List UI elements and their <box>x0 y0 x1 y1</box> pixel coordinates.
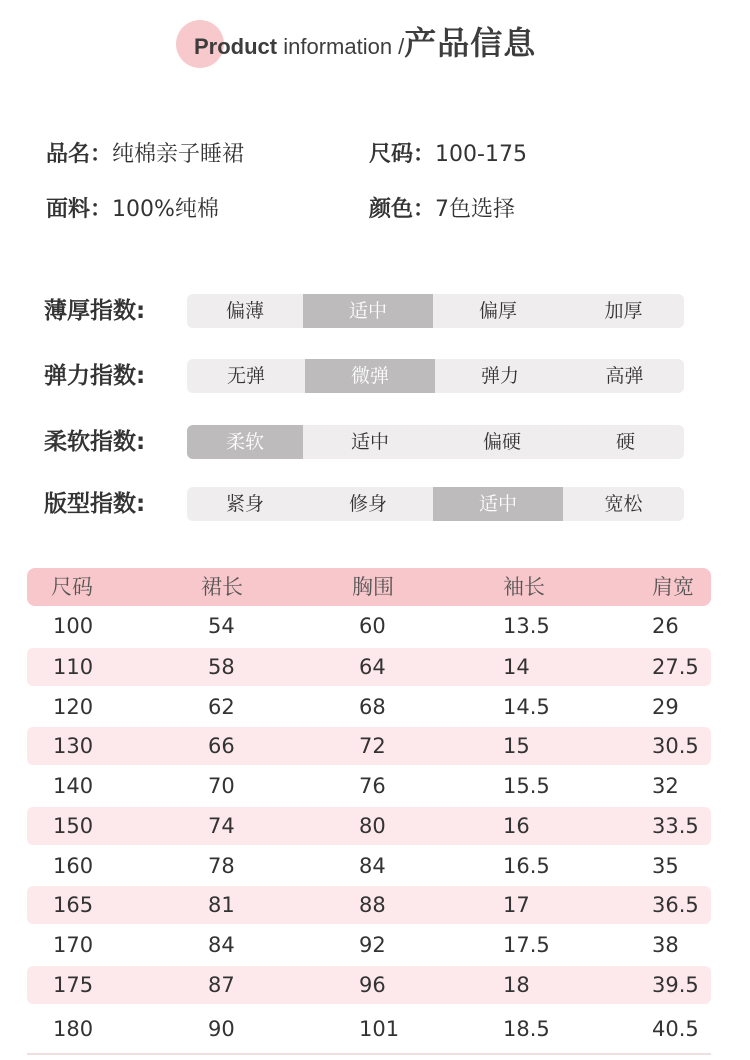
table-bottom-divider <box>27 1053 711 1055</box>
rating-option: 偏厚 <box>478 300 517 322</box>
table-row <box>27 648 711 686</box>
table-cell: 88 <box>359 893 386 917</box>
table-cell: 64 <box>359 655 386 679</box>
rating-option: 宽松 <box>604 493 643 515</box>
column-header: 胸围 <box>352 575 394 599</box>
table-cell: 18 <box>503 973 530 997</box>
table-cell: 14 <box>503 655 530 679</box>
rating-option: 适中 <box>433 487 563 521</box>
table-cell: 14.5 <box>503 695 550 719</box>
table-cell: 39.5 <box>652 973 699 997</box>
table-row <box>27 727 711 765</box>
rating-option: 偏硬 <box>482 431 521 453</box>
column-header: 袖长 <box>503 575 545 599</box>
table-cell: 68 <box>359 695 386 719</box>
column-header: 尺码 <box>51 575 93 599</box>
info-label: 面料： <box>46 197 113 222</box>
table-cell: 90 <box>208 1017 235 1041</box>
rating-option: 高弹 <box>605 365 644 387</box>
table-cell: 18.5 <box>503 1017 550 1041</box>
info-value: 100-175 <box>435 142 527 167</box>
table-cell: 84 <box>359 854 386 878</box>
rating-option: 微弹 <box>305 359 435 393</box>
rating-bar-fit <box>187 487 684 521</box>
table-cell: 36.5 <box>652 893 699 917</box>
rating-option: 偏薄 <box>225 300 264 322</box>
table-cell: 78 <box>208 854 235 878</box>
column-header: 肩宽 <box>652 575 694 599</box>
table-cell: 72 <box>359 734 386 758</box>
table-cell: 175 <box>53 973 94 997</box>
table-cell: 30.5 <box>652 734 699 758</box>
column-header: 裙长 <box>201 575 243 599</box>
rating-option: 修身 <box>348 493 387 515</box>
table-row <box>27 847 711 885</box>
table-cell: 54 <box>208 614 235 638</box>
table-row <box>27 966 711 1004</box>
rating-option: 适中 <box>303 294 433 328</box>
info-label: 颜色： <box>369 197 436 222</box>
table-cell: 81 <box>208 893 235 917</box>
table-cell: 17.5 <box>503 933 550 957</box>
table-cell: 150 <box>53 814 94 838</box>
info-value: 纯棉亲子睡裙 <box>112 142 245 167</box>
table-cell: 87 <box>208 973 235 997</box>
table-cell: 15 <box>503 734 530 758</box>
table-cell: 33.5 <box>652 814 699 838</box>
table-row <box>27 1010 711 1048</box>
section-title <box>194 24 536 67</box>
table-cell: 58 <box>208 655 235 679</box>
table-cell: 13.5 <box>503 614 550 638</box>
table-cell: 170 <box>53 933 94 957</box>
table-cell: 62 <box>208 695 235 719</box>
rating-option: 硬 <box>615 431 635 453</box>
table-row <box>27 807 711 845</box>
title-en-bold: Product <box>194 34 278 59</box>
rating-option: 紧身 <box>225 493 264 515</box>
table-cell: 60 <box>359 614 386 638</box>
table-cell: 165 <box>53 893 94 917</box>
rating-label-softness: 柔软指数: <box>44 429 146 455</box>
table-cell: 70 <box>208 774 235 798</box>
rating-label-fit: 版型指数: <box>44 491 146 517</box>
table-cell: 35 <box>652 854 679 878</box>
table-cell: 26 <box>652 614 679 638</box>
table-cell: 17 <box>503 893 530 917</box>
rating-option: 柔软 <box>187 425 303 459</box>
title-cn: 产品信息 <box>404 24 537 62</box>
table-row <box>27 886 711 924</box>
table-cell: 27.5 <box>652 655 699 679</box>
size-table <box>27 568 711 1041</box>
table-row <box>27 607 711 645</box>
table-cell: 101 <box>359 1017 400 1041</box>
table-cell: 100 <box>53 614 94 638</box>
table-cell: 120 <box>53 695 94 719</box>
rating-option: 无弹 <box>226 365 265 387</box>
table-row <box>27 767 711 805</box>
table-cell: 84 <box>208 933 235 957</box>
rating-bar-thickness <box>187 294 684 328</box>
table-cell: 80 <box>359 814 386 838</box>
table-cell: 16.5 <box>503 854 550 878</box>
table-cell: 180 <box>53 1017 94 1041</box>
table-cell: 110 <box>53 655 94 679</box>
table-row <box>27 926 711 964</box>
table-cell: 29 <box>652 695 679 719</box>
rating-option: 适中 <box>350 431 389 453</box>
table-cell: 130 <box>53 734 94 758</box>
table-cell: 92 <box>359 933 386 957</box>
table-cell: 96 <box>359 973 386 997</box>
info-label: 品名： <box>46 142 113 167</box>
info-value: 7色选择 <box>435 197 516 222</box>
table-cell: 74 <box>208 814 235 838</box>
info-product-name <box>46 140 244 170</box>
info-size-range <box>369 140 527 170</box>
table-cell: 76 <box>359 774 386 798</box>
rating-bar-elasticity <box>187 359 684 393</box>
info-color <box>369 195 515 225</box>
table-cell: 40.5 <box>652 1017 699 1041</box>
table-cell: 38 <box>652 933 679 957</box>
rating-label-elasticity: 弹力指数: <box>44 363 146 389</box>
table-cell: 160 <box>53 854 94 878</box>
table-cell: 140 <box>53 774 94 798</box>
table-row <box>27 688 711 726</box>
rating-option: 弹力 <box>480 365 519 387</box>
rating-label-thickness: 薄厚指数: <box>44 298 146 324</box>
section-header <box>0 18 750 68</box>
table-cell: 15.5 <box>503 774 550 798</box>
rating-bar-softness <box>187 425 684 459</box>
info-label: 尺码： <box>369 142 436 167</box>
title-en-rest: information / <box>277 34 405 59</box>
table-cell: 32 <box>652 774 679 798</box>
table-cell: 16 <box>503 814 530 838</box>
table-header-row <box>27 568 711 606</box>
info-fabric <box>46 195 219 225</box>
rating-option: 加厚 <box>604 300 643 322</box>
info-value: 100%纯棉 <box>112 197 219 222</box>
table-cell: 66 <box>208 734 235 758</box>
